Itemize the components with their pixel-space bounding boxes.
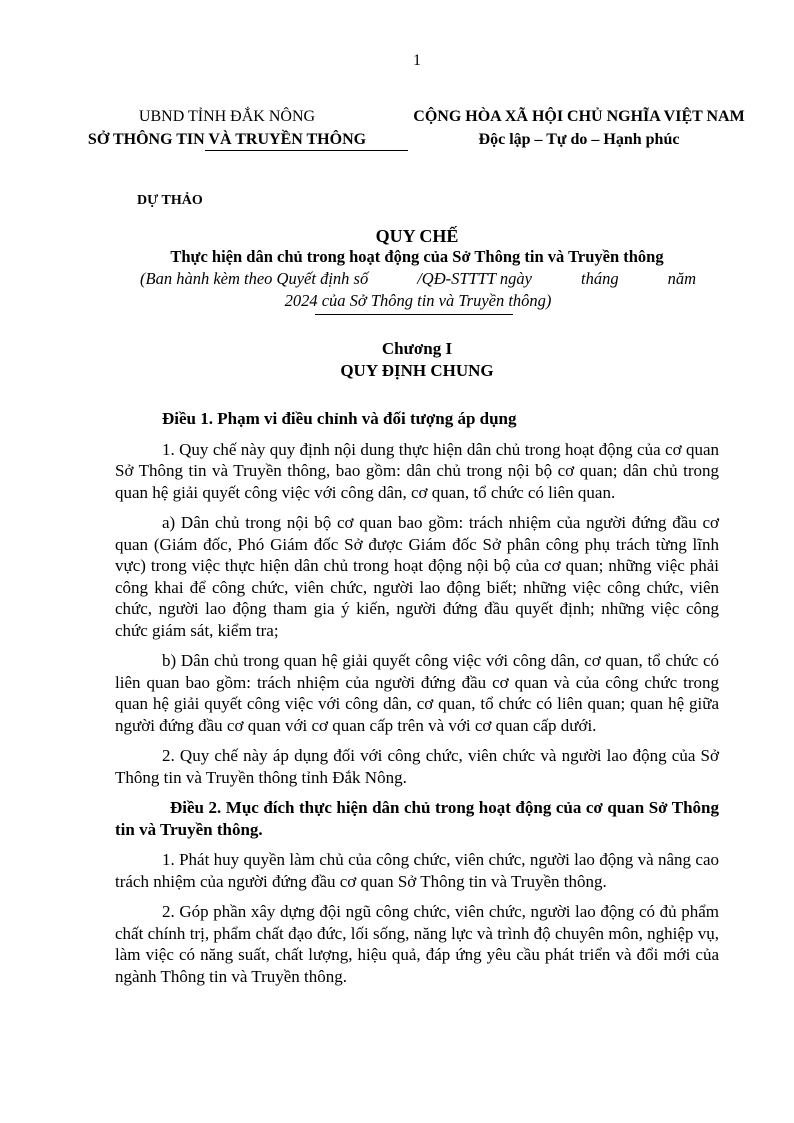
issuance-note — [140, 268, 696, 312]
article-1-point-b: b) Dân chủ trong quan hệ giải quyết công việc với công dân, cơ quan, tổ chức có liên quan bao gồm: trách nhiệm của người đứng đầu cơ quan và của công chức trong quan hệ giải quyết công việc với công dân, cơ quan, tổ chức có liên quan; quan hệ giữa người đứng đầu cơ quan với cơ quan cấp trên và với cơ quan cấp dưới. — [115, 651, 719, 735]
issuing-authority-block — [60, 105, 394, 151]
chapter-name: QUY ĐỊNH CHUNG — [340, 361, 494, 380]
article-1-heading: Điều 1. Phạm vi điều chỉnh và đối tượng áp dụng — [162, 409, 517, 428]
article-1-clause-1: 1. Quy chế này quy định nội dung thực hiện dân chủ trong hoạt động của cơ quan Sở Thông tin và Truyền thông, bao gồm: dân chủ trong nội bộ cơ quan; dân chủ trong quan hệ giải quyết công việc với công dân, cơ quan, tổ chức có liên quan. — [115, 439, 719, 502]
issuance-note-line2: 2024 của Sở Thông tin và Truyền thông) — [284, 291, 552, 310]
document-subtitle: Thực hiện dân chủ trong hoạt động của Sở Thông tin và Truyền thông — [170, 247, 664, 266]
article-2-heading — [115, 797, 719, 840]
article-1-point-a: a) Dân chủ trong nội bộ cơ quan bao gồm: trách nhiệm của người đứng đầu cơ quan (Giám đốc, Phó Giám đốc Sở được Giám đốc Sở phân công phụ trách từng lĩnh vực) trong việc thực hiện dân chủ trong hoạt động nội bộ của cơ quan; những việc phải công khai để công chức, viên chức, người lao động biết; những việc công chức, viên chức, người lao động tham gia ý kiến, người đứng đầu quyết định; những việc công chức giám sát, kiểm tra; — [115, 513, 719, 640]
province-committee-name: UBND TỈNH ĐẮK NÔNG — [138, 108, 316, 125]
department-underline — [205, 150, 408, 151]
chapter-heading — [110, 338, 724, 382]
article-2-title: . Mục đích thực hiện dân chủ trong hoạt động của cơ quan Sở Thông tin và Truyền thông. — [115, 798, 720, 839]
article-1-clause-2: 2. Quy chế này áp dụng đối với công chức, viên chức và người lao động của Sở Thông tin và Truyền thông tỉnh Đắk Nông. — [115, 746, 719, 787]
article-2-clause-1: 1. Phát huy quyền làm chủ của công chức, viên chức, người lao động và nâng cao trách nhiệm của người đứng đầu cơ quan Sở Thông tin và Truyền thông. — [115, 850, 719, 891]
article-2-clause-2: 2. Góp phần xây dựng đội ngũ công chức, viên chức, người lao động có đủ phẩm chất chính trị, phẩm chất đạo đức, lối sống, năng lực và trình độ chuyên môn, nghiệp vụ, làm việc có năng suất, chất lượng, hiệu quả, đáp ứng yêu cầu phát triển và đổi mới của ngành Thông tin và Truyền thông. — [115, 902, 719, 986]
document-title: QUY CHẾ — [375, 226, 459, 246]
country-name: CỘNG HÒA XÃ HỘI CHỦ NGHĨA VIỆT NAM — [413, 108, 745, 125]
department-name: SỞ THÔNG TIN VÀ TRUYỀN THÔNG — [87, 131, 367, 148]
title-underline — [315, 314, 513, 315]
motto: Độc lập – Tự do – Hạnh phúc — [478, 131, 680, 148]
issuance-note-part4: năm — [667, 269, 696, 288]
draft-label: DỰ THẢO — [137, 193, 203, 208]
page-number: 1 — [413, 52, 421, 69]
article-2-number: Điều 2 — [170, 798, 218, 817]
document-body — [115, 408, 719, 996]
chapter-number: Chương I — [381, 339, 453, 358]
national-motto-block — [394, 105, 764, 151]
issuance-note-part3: tháng — [580, 269, 619, 288]
issuance-note-part2: /QĐ-STTTT ngày — [417, 269, 532, 288]
issuance-note-part1: (Ban hành kèm theo Quyết định số — [140, 269, 369, 288]
